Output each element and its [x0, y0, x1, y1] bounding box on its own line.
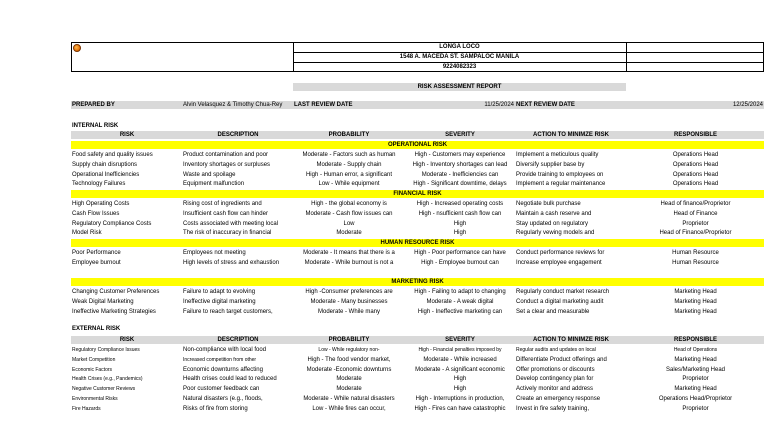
table-cell-description: Economic downturns affecting: [183, 366, 263, 373]
table-cell-risk: Poor Performance: [72, 250, 121, 256]
table-cell-severity: High - Financial penalties imposed by: [418, 347, 502, 353]
table-cell-risk: Changing Customer Preferences: [72, 289, 160, 295]
table-cell-responsible: Marketing Head: [674, 298, 717, 305]
table-cell-action: Increase employee engagement: [516, 259, 602, 266]
column-header-risk: RISK: [119, 337, 135, 343]
column-header-severity: SEVERITY: [445, 132, 475, 138]
table-cell-responsible: Proprietor: [682, 405, 709, 412]
column-header-responsible: RESPONSIBLE: [673, 337, 717, 343]
table-cell-responsible: Operations Head: [672, 152, 719, 158]
column-header-description: DESCRIPTION: [217, 337, 259, 343]
column-header-probability: PROBABILITY: [328, 132, 370, 138]
header-divider-right: [626, 42, 627, 72]
table-cell-description: Failure to reach target customers,: [183, 308, 273, 315]
company-phone: 9224082323: [442, 64, 477, 70]
risk-group-header: FINANCIAL RISK: [71, 190, 764, 198]
table-cell-risk: Employee burnout: [72, 259, 121, 266]
table-cell-responsible: Head of Finance/Proprietor: [659, 230, 732, 237]
table-cell-action: Invest in fire safety training,: [516, 405, 590, 412]
last-review-label: LAST REVIEW DATE: [294, 102, 353, 108]
table-cell-risk: High Operating Costs: [72, 201, 130, 207]
table-cell-responsible: Operations Head/Proprietor: [658, 396, 733, 402]
table-cell-action: Diversify supplier base by: [516, 161, 585, 168]
table-cell-severity: High - Employee burnout can: [421, 259, 499, 266]
table-cell-severity: High - Fires can have catastrophic: [414, 405, 506, 412]
table-cell-responsible: Proprietor: [682, 220, 709, 227]
table-cell-action: Regular audits and updates on local: [516, 347, 596, 353]
table-cell-description: Inventory shortages or surpluses: [183, 161, 271, 168]
table-cell-probability: Moderate - While natural disasters: [303, 396, 395, 402]
table-cell-risk: Technology Failures: [72, 181, 126, 188]
column-header-description: DESCRIPTION: [217, 132, 259, 138]
table-cell-severity: Moderate - While increased: [423, 356, 497, 363]
table-cell-action: Create an emergency response: [516, 396, 601, 402]
table-cell-description: Costs associated with meeting local: [183, 220, 279, 227]
table-cell-probability: Low - While regulatory non-: [318, 347, 380, 353]
table-cell-description: Failure to adapt to evolving: [183, 289, 256, 295]
table-cell-severity: High - Increased operating costs: [416, 201, 504, 207]
table-cell-risk: Operational Inefficiencies: [72, 171, 140, 178]
prepared-by-value: Alvin Velasquez & Timothy Chua-Rey: [183, 102, 283, 108]
table-cell-probability: High - Human error, a significant: [305, 171, 393, 178]
table-cell-description: Employees not meeting: [183, 250, 246, 256]
table-cell-responsible: Operations Head: [672, 171, 719, 178]
risk-group-header: HUMAN RESOURCE RISK: [71, 239, 764, 247]
table-cell-responsible: Operations Head: [672, 161, 719, 168]
column-header-action: ACTION TO MINIMZE RISK: [533, 132, 609, 138]
table-cell-severity: Moderate - A significant economic: [415, 366, 505, 373]
table-cell-risk: Health Crises (e.g., Pandemics): [72, 376, 143, 383]
table-cell-description: Natural disasters (e.g., floods,: [183, 396, 263, 402]
last-review-value: 11/25/2024: [484, 102, 514, 108]
table-cell-probability: Moderate -Economic downturns: [306, 366, 392, 373]
meta-bar: [71, 101, 764, 109]
table-cell-responsible: Operations Head: [672, 181, 719, 188]
table-cell-action: Develop contingency plan for: [516, 376, 594, 383]
table-cell-probability: Moderate - Factors such as human: [302, 152, 396, 158]
table-cell-probability: High - The food vendor market,: [307, 356, 391, 363]
table-cell-action: Provide training to employees on: [516, 171, 604, 178]
table-cell-risk: Food safety and quality issues: [72, 152, 153, 158]
table-cell-description: Ineffective digital marketing: [183, 298, 256, 305]
table-cell-description: Product contamination and poor: [183, 152, 269, 158]
table-cell-probability: Low: [343, 220, 355, 227]
table-cell-responsible: Proprietor: [682, 376, 709, 383]
table-cell-risk: Negative Customer Reviews: [72, 386, 136, 393]
column-header-action: ACTION TO MINIMZE RISK: [533, 337, 609, 343]
table-cell-responsible: Marketing Head: [674, 386, 717, 393]
table-cell-probability: Moderate - It means that there is a: [303, 250, 395, 256]
table-cell-action: Conduct performance reviews for: [516, 250, 605, 256]
table-cell-risk: Ineffective Marketing Strategies: [72, 308, 156, 315]
table-cell-description: Risks of fire from storing: [183, 405, 248, 412]
table-cell-probability: Moderate - While burnout is not a: [304, 259, 394, 266]
table-cell-probability: Low - While equipment: [318, 181, 380, 188]
table-cell-description: Waste and spoilage: [183, 171, 236, 178]
company-logo-icon: [73, 44, 81, 52]
table-cell-description: Equipment malfunction: [183, 181, 245, 188]
table-cell-severity: High - Ineffective marketing can: [417, 308, 503, 315]
risk-group-header: OPERATIONAL RISK: [71, 141, 764, 149]
table-cell-responsible: Head of Finance: [673, 210, 718, 217]
table-cell-severity: High: [453, 386, 467, 393]
internal-risk-title: INTERNAL RISK: [72, 123, 119, 129]
table-cell-action: Differentiate Product offerings and: [516, 356, 607, 363]
table-cell-severity: High: [453, 376, 467, 383]
table-cell-probability: High - the global economy is: [311, 201, 387, 207]
table-cell-responsible: Marketing Head: [674, 356, 717, 363]
table-cell-action: Conduct a digital marketing audit: [516, 298, 604, 305]
table-cell-responsible: Marketing Head: [674, 289, 717, 295]
column-header-severity: SEVERITY: [445, 337, 475, 343]
table-cell-severity: High - nsufficient cash flow can: [418, 210, 502, 217]
company-name: LONGA LOCO: [439, 44, 480, 50]
table-cell-risk: Regulatory Compliance Costs: [72, 220, 152, 227]
table-cell-action: Negotiate bulk purchase: [516, 201, 581, 207]
column-header-risk: RISK: [119, 132, 135, 138]
table-cell-action: Implement a meticulous quality: [516, 152, 599, 158]
external-risk-title: EXTERNAL RISK: [72, 326, 121, 332]
table-cell-description: Insufficient cash flow can hinder: [183, 210, 268, 217]
table-cell-severity: High: [453, 220, 467, 227]
prepared-by-label: PREPARED BY: [72, 102, 115, 108]
table-cell-action: Implement a regular maintenance: [516, 181, 606, 188]
table-cell-description: Health crises could lead to reduced: [183, 376, 277, 383]
table-cell-probability: High -Consumer preferences are: [305, 289, 393, 295]
table-cell-severity: High - Poor performance can have: [414, 250, 506, 256]
report-title: RISK ASSESSMENT REPORT: [417, 84, 502, 90]
table-cell-severity: High - Customers may experience: [414, 152, 506, 158]
table-cell-risk: Fire Hazards: [72, 405, 101, 412]
table-cell-probability: Moderate - Cash flow issues can: [305, 210, 393, 217]
table-cell-severity: High: [453, 230, 467, 237]
table-cell-action: Regularly conduct market research: [516, 289, 610, 295]
table-cell-risk: Model Risk: [72, 230, 102, 237]
table-cell-description: Non-compliance with local food: [183, 347, 267, 353]
table-cell-action: Regularly vewing models and: [516, 230, 595, 237]
table-cell-responsible: Marketing Head: [674, 308, 717, 315]
table-cell-probability: Moderate - While many: [317, 308, 381, 315]
table-cell-risk: Weak Digital Marketing: [72, 298, 134, 305]
table-cell-risk: Supply chain disruptions: [72, 161, 138, 168]
table-cell-action: Actively monitor and address: [516, 386, 594, 393]
table-cell-responsible: Sales/Marketing Head: [665, 366, 726, 373]
table-cell-action: Stay updated on regulatory: [516, 220, 589, 227]
table-cell-risk: Market Competition: [72, 356, 116, 363]
table-cell-severity: High - Significant downtime, delays: [413, 181, 507, 188]
table-cell-responsible: Head of Operations: [673, 347, 718, 353]
table-cell-probability: Moderate - Supply chain: [316, 161, 382, 168]
table-cell-description: Poor customer feedback can: [183, 386, 260, 393]
table-cell-responsible: Human Resource: [672, 259, 719, 266]
table-cell-probability: Low - While fires can occur,: [312, 405, 386, 412]
table-cell-risk: Regulatory Compliance Issues: [72, 347, 140, 353]
table-cell-probability: Moderate: [336, 386, 362, 393]
next-review-label: NEXT REVIEW DATE: [516, 102, 575, 108]
table-cell-risk: Cash Flow Issues: [72, 210, 120, 217]
table-cell-description: Rising cost of ingredients and: [183, 201, 262, 207]
table-cell-action: Set a clear and measurable: [516, 308, 590, 315]
column-header-responsible: RESPONSIBLE: [673, 132, 717, 138]
column-header-probability: PROBABILITY: [328, 337, 370, 343]
table-cell-description: The risk of inaccuracy in financial: [183, 230, 272, 237]
table-cell-probability: Moderate - Many businesses: [310, 298, 388, 305]
table-cell-risk: Environmental Risks: [72, 396, 118, 402]
table-cell-description: High levels of stress and exhaustion: [183, 259, 280, 266]
table-cell-action: Maintain a cash reserve and: [516, 210, 592, 217]
table-cell-risk: Economic Factors: [72, 366, 113, 373]
table-cell-probability: Moderate: [336, 230, 362, 237]
table-cell-responsible: Head of finance/Proprietor: [660, 201, 731, 207]
table-cell-description: Increased competition from other: [183, 356, 257, 363]
table-cell-severity: Moderate - Inefficiencies can: [421, 171, 499, 178]
table-cell-severity: High - Failing to adapt to changing: [414, 289, 506, 295]
company-address: 1548 A. MACEDA ST. SAMPALOC MANILA: [399, 54, 520, 60]
risk-group-header: MARKETING RISK: [71, 278, 764, 286]
next-review-value: 12/25/2024: [732, 102, 763, 108]
table-cell-responsible: Human Resource: [672, 250, 719, 256]
table-cell-action: Offer promotions or discounts: [516, 366, 595, 373]
table-cell-severity: High - Inventory shortages can lead: [412, 161, 508, 168]
table-cell-severity: High - Interruptions in production,: [415, 396, 505, 402]
table-cell-severity: Moderate - A weak digital: [426, 298, 494, 305]
table-cell-probability: Moderate: [336, 376, 362, 383]
